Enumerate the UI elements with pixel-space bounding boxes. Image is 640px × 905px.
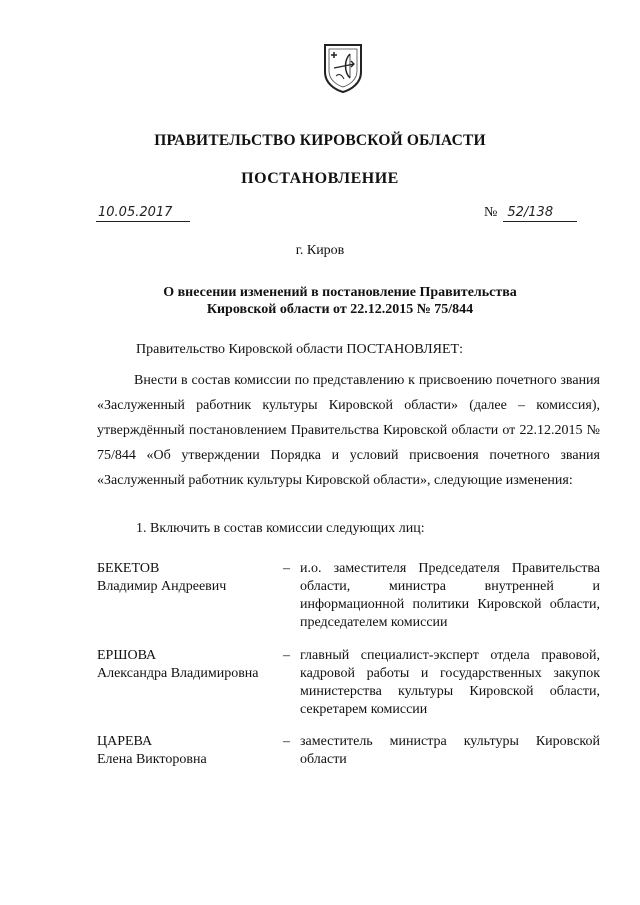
member-dash: –: [283, 648, 290, 663]
member-role: главный специалист-эксперт отдела правовой, кадровой работы и государственных закупок министерства культуры Кировской области, секретарем комиссии: [300, 648, 600, 717]
member-surname: ЕРШОВА: [97, 648, 157, 663]
member-role: заместитель министра культуры Кировской области: [300, 734, 600, 767]
number-value: 52/138: [503, 205, 577, 222]
document-type: ПОСТАНОВЛЕНИЕ: [241, 170, 399, 187]
number-sign: №: [484, 205, 498, 220]
resolution-intro: Правительство Кировской области ПОСТАНОВЛЯЕТ:: [136, 342, 463, 357]
member-given-names: Александра Владимировна: [97, 666, 259, 681]
member-name: [97, 560, 282, 596]
member-dash: –: [283, 734, 290, 749]
member-name: [97, 733, 282, 769]
resolution-paragraph: Внести в состав комиссии по представлению к присвоению почетного звания «Заслуженный работник культуры Кировской области» (далее – комиссия), утверждённый постановлением Правительства Кировской области от 22.12.2015 № 75/844 «Об утверждении Порядка и условий присвоения почетного звания «Заслуженный работник культуры Кировской области», следующие изменения:: [97, 373, 600, 488]
title-line-1: О внесении изменений в постановление Правительства: [163, 285, 517, 300]
member-name: [97, 647, 282, 683]
organization-name: ПРАВИТЕЛЬСТВО КИРОВСКОЙ ОБЛАСТИ: [154, 132, 486, 149]
member-surname: БЕКЕТОВ: [97, 561, 160, 576]
document-date: 10.05.2017: [96, 205, 190, 222]
member-surname: ЦАРЕВА: [97, 734, 153, 749]
title-line-2: Кировской области от 22.12.2015 № 75/844: [206, 302, 474, 317]
coat-of-arms-icon: [322, 42, 364, 94]
member-given-names: Владимир Андреевич: [97, 579, 227, 594]
city: г. Киров: [295, 243, 345, 258]
member-given-names: Елена Викторовна: [97, 752, 207, 767]
member-dash: –: [283, 561, 290, 576]
document-title: [150, 284, 530, 318]
document-number: [484, 205, 577, 221]
list-item-1: 1. Включить в состав комиссии следующих лиц:: [136, 521, 425, 536]
member-role: и.о. заместителя Председателя Правительства области, министра внутренней и информационной политики Кировской области, председателем комиссии: [300, 561, 600, 630]
